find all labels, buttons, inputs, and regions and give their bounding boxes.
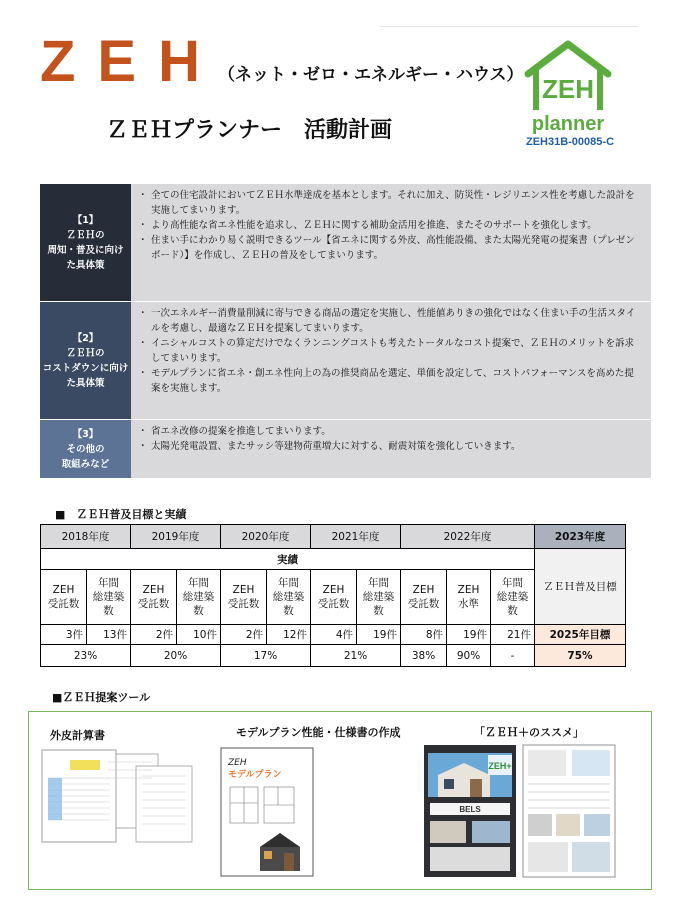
envelope-calc-thumbnail: [40, 748, 200, 848]
activity-bullet: ・ 住まい手にわかり易く説明できるツール【省エネに関する外皮、高性能設備、また太陽光発電の提案書（プレゼンボード）】を作成し、ＺＥＨの普及をしてまいります。: [151, 233, 641, 263]
count-cell: 4件: [311, 625, 357, 645]
total-built-label: 年間 総建築 数: [177, 570, 221, 625]
total-built-label: 年間 総建築 数: [491, 570, 535, 625]
zeh-level-label: ZEH 水準: [447, 570, 491, 625]
count-cell: 2件: [131, 625, 177, 645]
tool-label-zeh-plus: 「ＺＥＨ＋のススメ」: [474, 726, 584, 739]
goal-year-cell: 2025年目標: [535, 625, 626, 645]
count-cell: 10件: [177, 625, 221, 645]
count-cell: 2件: [221, 625, 267, 645]
zeh-subtitle: （ネット・ゼロ・エネルギー・ハウス）: [218, 65, 524, 85]
percent-row: [41, 645, 626, 667]
targets-section-title: ■ ＺＥＨ普及目標と実績: [55, 508, 187, 521]
goal-percent-cell: 75%: [535, 645, 626, 667]
zeh-commission-label: ZEH 受託数: [41, 570, 87, 625]
svg-text:ZEH: ZEH: [228, 758, 247, 768]
percent-cell: -: [491, 645, 535, 667]
count-cell: 12件: [267, 625, 311, 645]
zeh-commission-label: ZEH 受託数: [221, 570, 267, 625]
results-label: 実績: [41, 549, 535, 570]
zeh-logo-text: ZEH: [40, 29, 222, 94]
activity-heading-1: 【1】 ＺＥＨの 周知・普及に向け た具体策: [40, 184, 131, 301]
tool-label-model-plan: モデルプラン性能・仕様書の作成: [236, 726, 401, 739]
page-title: ＺＥＨプランナー 活動計画: [106, 118, 393, 143]
activity-bullet: ・ モデルプランに省エネ・創エネ性向上の為の推奨商品を選定、単価を設定して、コストパフォーマンスを高めた提案を実施します。: [151, 366, 641, 396]
model-plan-caption: モデルプラン: [228, 770, 282, 780]
logo-planner-text: planner: [531, 113, 605, 135]
total-built-label: 年間 総建築 数: [357, 570, 401, 625]
zeh-commission-label: ZEH 受託数: [131, 570, 177, 625]
percent-cell: 20%: [131, 645, 221, 667]
goal-label: ＺＥＨ普及目標: [535, 549, 626, 625]
activity-bullet: ・ 太陽光発電設置、またサッシ等建物荷重増大に対する、耐震対策を強化していきます。: [151, 439, 641, 454]
activity-row-3: [40, 419, 651, 478]
activity-bullet: ・ より高性能な省エネ性能を追求し、ＺＥＨに関する補助金活用を推進、またそのサポートを強化します。: [151, 218, 641, 233]
zeh-targets-table: [40, 524, 626, 667]
zeh-plus-brochure-thumbnail: [424, 745, 516, 877]
activity-row-2: [40, 301, 651, 419]
count-cell: 19件: [447, 625, 491, 645]
planner-registration-code: ZEH31B-00085-C: [525, 136, 615, 148]
percent-cell: 90%: [447, 645, 491, 667]
count-cell: 3件: [41, 625, 87, 645]
year-header: 2020年度: [221, 525, 311, 549]
activity-bullet: ・ イニシャルコストの算定だけでなくランニングコストも考えたトータルなコスト提案で、ＺＥＨのメリットを訴求してまいります。: [151, 336, 641, 366]
count-cell: 21件: [491, 625, 535, 645]
count-cell: 19件: [357, 625, 401, 645]
activity-heading-2: 【2】 ＺＥＨの コストダウンに向け た具体策: [40, 302, 131, 419]
model-plan-thumbnail: [220, 747, 314, 877]
activity-heading-3: 【3】 その他の 取組みなど: [40, 420, 131, 478]
activity-bullet: ・ 省エネ改修の提案を推進してまいります。: [151, 424, 641, 439]
total-built-label: 年間 総建築 数: [87, 570, 131, 625]
percent-cell: 17%: [221, 645, 311, 667]
year-header: 2021年度: [311, 525, 401, 549]
activity-bullet: ・ 全ての住宅設計においてＺＥＨ水準達成を基本とします。それに加え、防災性・レジリエンス性を考慮した設計を実施してまいります。: [151, 188, 641, 218]
percent-cell: 23%: [41, 645, 131, 667]
header-divider-line: [380, 26, 638, 27]
activity-body-1: [131, 184, 651, 301]
tools-section-title: ■ＺＥＨ提案ツール: [52, 691, 151, 704]
activity-row-1: [40, 183, 651, 301]
activity-table: [40, 183, 651, 478]
percent-cell: 38%: [401, 645, 447, 667]
year-header: 2019年度: [131, 525, 221, 549]
logo-zeh-text: ZEH: [542, 74, 594, 104]
counts-row: [41, 625, 626, 645]
year-header: 2022年度: [401, 525, 535, 549]
activity-body-3: [131, 420, 651, 478]
count-cell: 13件: [87, 625, 131, 645]
count-cell: 8件: [401, 625, 447, 645]
zeh-commission-label: ZEH 受託数: [311, 570, 357, 625]
zeh-commission-label: ZEH 受託数: [401, 570, 447, 625]
activity-bullet: ・ 一次エネルギー消費量削減に寄与できる商品の選定を実施し、性能値ありきの強化ではなく住まい手の生活スタイルを考慮し、最適なＺＥＨを提案してまいります。: [151, 306, 641, 336]
year-header: 2018年度: [41, 525, 131, 549]
total-built-label: 年間 総建築 数: [267, 570, 311, 625]
tool-label-envelope-calc: 外皮計算書: [50, 729, 105, 742]
brochure-badge: ZEH+: [488, 761, 512, 771]
brochure-caption: BELS: [459, 805, 481, 814]
year-header-2023: 2023年度: [535, 525, 626, 549]
zeh-planner-logo: [520, 38, 616, 138]
activity-body-2: [131, 302, 651, 419]
percent-cell: 21%: [311, 645, 401, 667]
zeh-plus-spec-sheet-thumbnail: [522, 744, 616, 878]
